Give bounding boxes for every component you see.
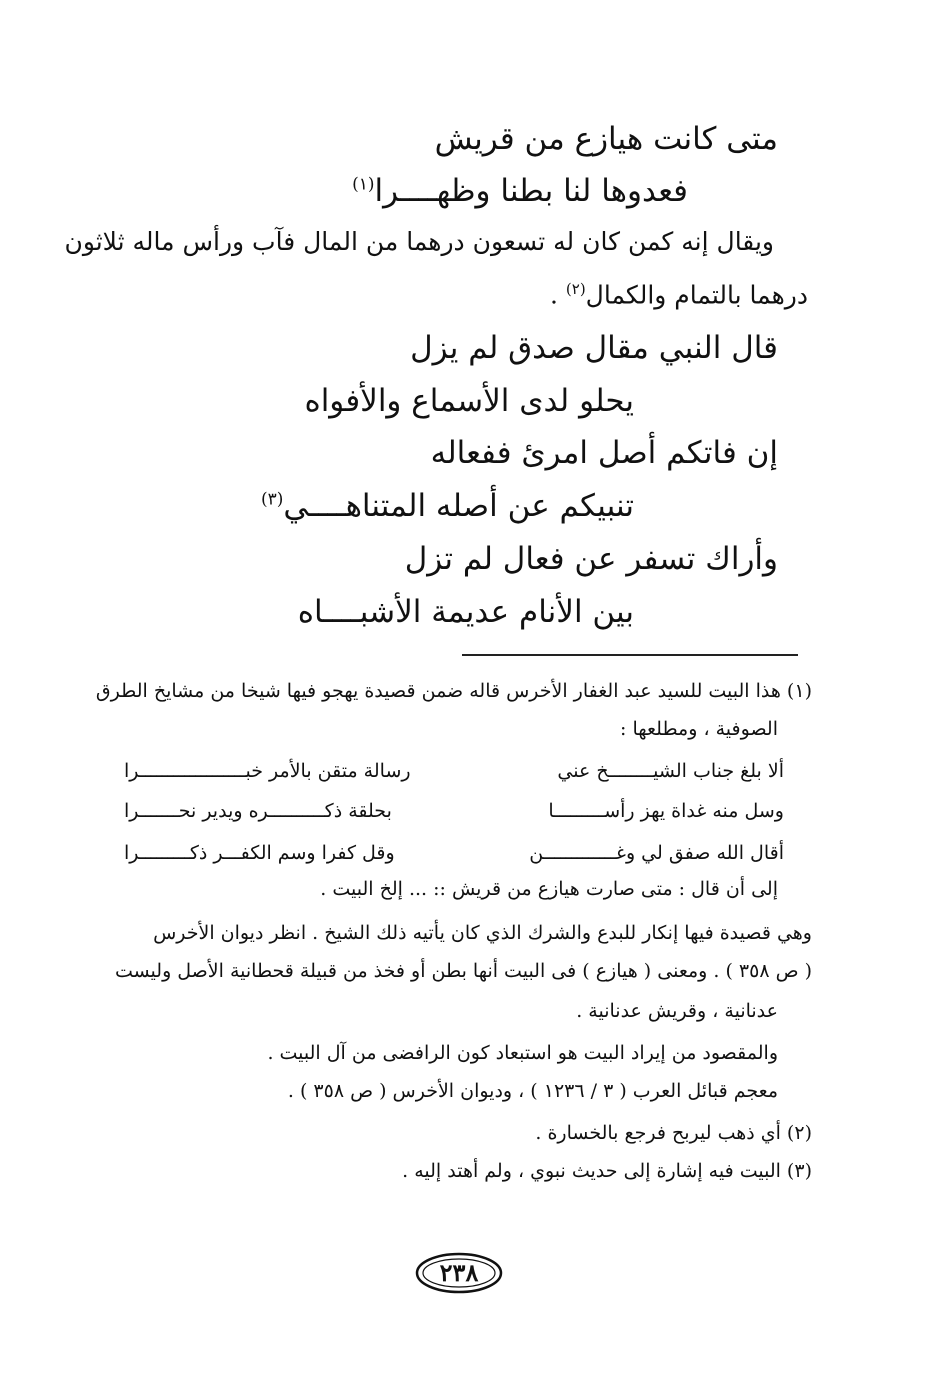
verse-line bbox=[261, 488, 634, 524]
footnote-1-line: إلى أن قال : متى صارت هيازع من قريش :: ... إلخ البيت . bbox=[320, 878, 778, 900]
verse-line: قال النبي مقال صدق لم يزل bbox=[410, 330, 778, 366]
footnote-ref: (٢) bbox=[565, 280, 586, 298]
poem-hemistich-right: وسل منه غداة يهز رأســـــــــا bbox=[548, 800, 784, 822]
verse-text: فعدوها لنا بطنا وظهــــرا bbox=[374, 173, 688, 209]
footnote-1-line: (١) هذا البيت للسيد عبد الغفار الأخرس قاله ضمن قصيدة يهجو فيها شيخا من مشايخ الطرق bbox=[95, 680, 812, 702]
footnote-1-line: والمقصود من إيراد البيت هو استبعاد كون الرافضى من آل البيت . bbox=[267, 1042, 778, 1064]
footnote-ref: (١) bbox=[352, 174, 375, 195]
poem-hemistich-left: رسالة متقن بالأمر خبـــــــــــــــــــرا bbox=[124, 760, 411, 782]
verse-line: متى كانت هيازع من قريش bbox=[434, 121, 778, 157]
poem-hemistich-left: بحلقة ذكــــــــــره ويدير نحـــــــرا bbox=[124, 800, 392, 822]
poem-hemistich-left: وقل كفرا وسم الكفـــر ذكـــــــــرا bbox=[124, 842, 395, 864]
verse-line bbox=[352, 173, 688, 209]
verse-text: تنبيكم عن أصله المتناهــــي bbox=[283, 488, 634, 524]
footnote-1-line: عدنانية ، وقريش عدنانية . bbox=[576, 1000, 778, 1022]
verse-line: وأراك تسفر عن فعال لم تزل bbox=[404, 541, 778, 577]
page-number-badge bbox=[414, 1251, 504, 1295]
footnote-poem-line bbox=[124, 842, 784, 864]
poem-hemistich-right: أقال الله صفق لي وغـــــــــــــن bbox=[529, 842, 784, 864]
poem-hemistich-right: ألا بلغ جناب الشيــــــــخ عني bbox=[557, 760, 784, 782]
prose-text: درهما بالتمام والكمال bbox=[585, 280, 808, 310]
prose-text: . bbox=[549, 280, 566, 310]
footnote-1-line: ( ص ٣٥٨ ) . ومعنى ( هيازع ) فى البيت أنها بطن أو فخذ من قبيلة قحطانية الأصل وليست bbox=[114, 960, 812, 982]
page-number: ٢٣٨ bbox=[439, 1258, 479, 1287]
footnote-2: (٢) أي ذهب ليربح فرجع بالخسارة . bbox=[535, 1122, 812, 1144]
verse-line: يحلو لدى الأسماع والأفواه bbox=[304, 383, 634, 419]
footnote-1-line: معجم قبائل العرب ( ٣ / ١٢٣٦ ) ، وديوان الأخرس ( ص ٣٥٨ ) . bbox=[287, 1080, 778, 1102]
verse-line: إن فاتكم أصل امرئ ففعاله bbox=[430, 435, 778, 471]
prose-line: ويقال إنه كمن كان له تسعون درهما من المال فآب ورأس ماله ثلاثون bbox=[64, 227, 774, 256]
footnote-poem-line bbox=[124, 800, 784, 822]
footnote-3: (٣) البيت فيه إشارة إلى حديث نبوي ، ولم أهتد إليه . bbox=[402, 1160, 812, 1182]
footnote-1-line: الصوفية ، ومطلعها : bbox=[620, 718, 778, 740]
footnote-1-line: وهي قصيدة فيها إنكار للبدع والشرك الذي كان يأتيه ذلك الشيخ . انظر ديوان الأخرس bbox=[153, 922, 812, 944]
verse-line: بين الأنام عديمة الأشبــــاه bbox=[297, 594, 634, 630]
footnote-poem-line bbox=[124, 760, 784, 782]
footnote-divider bbox=[462, 654, 798, 656]
prose-line bbox=[549, 280, 808, 310]
footnote-ref: (٣) bbox=[261, 489, 284, 510]
